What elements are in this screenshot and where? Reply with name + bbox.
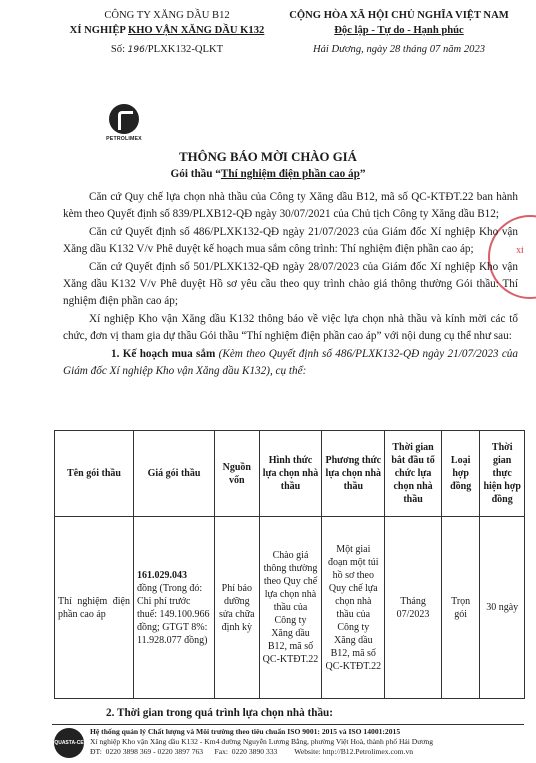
cell-contract-duration: 30 ngày bbox=[480, 517, 525, 699]
header-contract-duration: Thời gian thực hiện hợp đồng bbox=[480, 431, 525, 517]
header-left bbox=[52, 8, 282, 58]
cell-package-price bbox=[134, 517, 215, 699]
table-header-row bbox=[55, 431, 525, 517]
footer-address-line: Xí nghiệp Kho vận Xăng dầu K132 - Km4 đường Nguyễn Lương Bằng, phường Việt Hoà, thành phố Hải Dương bbox=[90, 737, 434, 746]
header-selection-form: Hình thức lựa chọn nhà thầu bbox=[259, 431, 322, 517]
header-right bbox=[270, 8, 528, 57]
place-date: Hải Dương, ngày 28 tháng 07 năm 2023 bbox=[312, 44, 486, 55]
nation-title: CỘNG HÒA XÃ HỘI CHỦ NGHĨA VIỆT NAM bbox=[289, 10, 509, 21]
section-1-note: (Kèm theo Quyết định số 486/PLXK132-QĐ ngày 21/07/2023 của Giám đốc Xí nghiệp Kho vận Xăng dầu K132), cụ thể: bbox=[63, 348, 518, 377]
header-funding-source: Nguồn vốn bbox=[215, 431, 260, 517]
cell-start-time: Tháng 07/2023 bbox=[385, 517, 442, 699]
subtitle-name: Thí nghiệm điện phần cao áp bbox=[220, 168, 360, 180]
cell-contract-type: Trọn gói bbox=[441, 517, 479, 699]
doc-no-label: Số: bbox=[110, 44, 128, 55]
header-start-time: Thời gian bắt đầu tổ chức lựa chọn nhà thầu bbox=[385, 431, 442, 517]
footer-iso-line: Hệ thống quản lý Chất lượng và Môi trường theo tiêu chuẩn ISO 9001: 2015 và ISO 14001:2015 bbox=[90, 727, 401, 736]
body-text bbox=[63, 189, 518, 382]
company-name: CÔNG TY XĂNG DẦU B12 bbox=[104, 10, 230, 21]
section-1-title: 1. Kế hoạch mua sắm bbox=[111, 348, 216, 361]
header-selection-method: Phương thức lựa chọn nhà thầu bbox=[322, 431, 385, 517]
footer-contact-line: ĐT: 0220 3898 369 - 0220 3897 763 Fax: 0220 3890 333 Website: http://B12.Petrolimex.com.vn bbox=[90, 747, 414, 756]
cell-selection-form: Chào giá thông thường theo Quy chế lựa chọn nhà thầu của Công ty Xăng dầu B12, mã số QC-KTĐT.22 bbox=[259, 517, 322, 699]
paragraph-2: Căn cứ Quyết định số 486/PLXK132-QĐ ngày 21/07/2023 của Giám đốc Xí nghiệp Kho vận Xăng dầu K132 V/v Phê duyệt kế hoạch mua sắm công trình: Thí nghiệm điện phần cao áp; bbox=[63, 226, 518, 255]
doc-no-handwritten: 196 bbox=[127, 45, 145, 55]
section-2-title: 2. Thời gian trong quá trình lựa chọn nhà thầu: bbox=[106, 707, 333, 719]
quasta-logo: QUASTA-CE bbox=[54, 728, 84, 758]
petrolimex-logo-text: PETROLIMEX bbox=[106, 136, 142, 142]
paragraph-3: Căn cứ Quyết định số 501/PLXK132-QĐ ngày 28/07/2023 của Giám đốc Xí nghiệp Kho vận Xăng dầu K132 V/v Phê duyệt Hồ sơ yêu cầu theo quy trình chào giá thông thường Gói thầu: Thí nghiệm điện phần cao áp; bbox=[63, 261, 518, 307]
enterprise-name-text: KHO VẬN XĂNG DẦU K132 bbox=[127, 25, 265, 36]
footer-divider bbox=[52, 724, 524, 725]
header-package-price: Giá gói thầu bbox=[134, 431, 215, 517]
cell-funding-source: Phí bảo dưỡng sửa chữa định kỳ bbox=[215, 517, 260, 699]
enterprise-prefix: XÍ NGHIỆP bbox=[69, 25, 128, 36]
paragraph-4: Xí nghiệp Kho vận Xăng dầu K132 thông báo về việc lựa chọn nhà thầu và kính mời các tổ chức, đơn vị tham gia dự thầu Gói thầu “Thí nghiệm điện phần cao áp” với nội dung cụ thể như sau: bbox=[63, 313, 518, 342]
header-package-name: Tên gói thầu bbox=[55, 431, 134, 517]
price-detail: đồng (Trong đó: Chi phí trước thuế: 149.100.966 đồng; GTGT 8%: 11.928.077 đồng) bbox=[137, 582, 210, 646]
stamp-text: XÍ bbox=[516, 247, 524, 255]
document-number bbox=[52, 42, 282, 58]
cell-selection-method: Một giai đoạn một túi hồ sơ theo Quy chế lựa chọn nhà thầu của Công ty Xăng dầu B12, mã số QC-KTĐT.22 bbox=[322, 517, 385, 699]
table-row bbox=[55, 517, 525, 699]
procurement-plan-table bbox=[54, 430, 525, 699]
document-title: THÔNG BÁO MỜI CHÀO GIÁ bbox=[179, 150, 357, 164]
document-subtitle bbox=[0, 168, 536, 180]
footer bbox=[90, 727, 525, 757]
petrolimex-logo bbox=[102, 104, 146, 142]
petrolimex-logo-icon bbox=[109, 104, 139, 134]
section-1-heading bbox=[63, 346, 518, 379]
enterprise-name bbox=[52, 23, 282, 38]
price-total: 161.029.043 bbox=[137, 569, 187, 581]
paragraph-1: Căn cứ Quy chế lựa chọn nhà thầu của Công ty Xăng dầu B12, mã số QC-KTĐT.22 ban hành kèm theo Quyết định số 839/PLXB12-QĐ ngày 30/07/2021 của Chủ tịch Công ty Xăng dầu B12; bbox=[63, 191, 518, 220]
cell-package-name: Thí nghiệm điện phần cao áp bbox=[55, 517, 134, 699]
doc-no-suffix: /PLXK132-QLKT bbox=[144, 44, 224, 55]
motto: Độc lập - Tự do - Hạnh phúc bbox=[334, 25, 464, 36]
subtitle-prefix: Gói thầu “ bbox=[170, 168, 221, 180]
subtitle-suffix: ” bbox=[359, 168, 366, 180]
header-contract-type: Loại hợp đồng bbox=[441, 431, 479, 517]
